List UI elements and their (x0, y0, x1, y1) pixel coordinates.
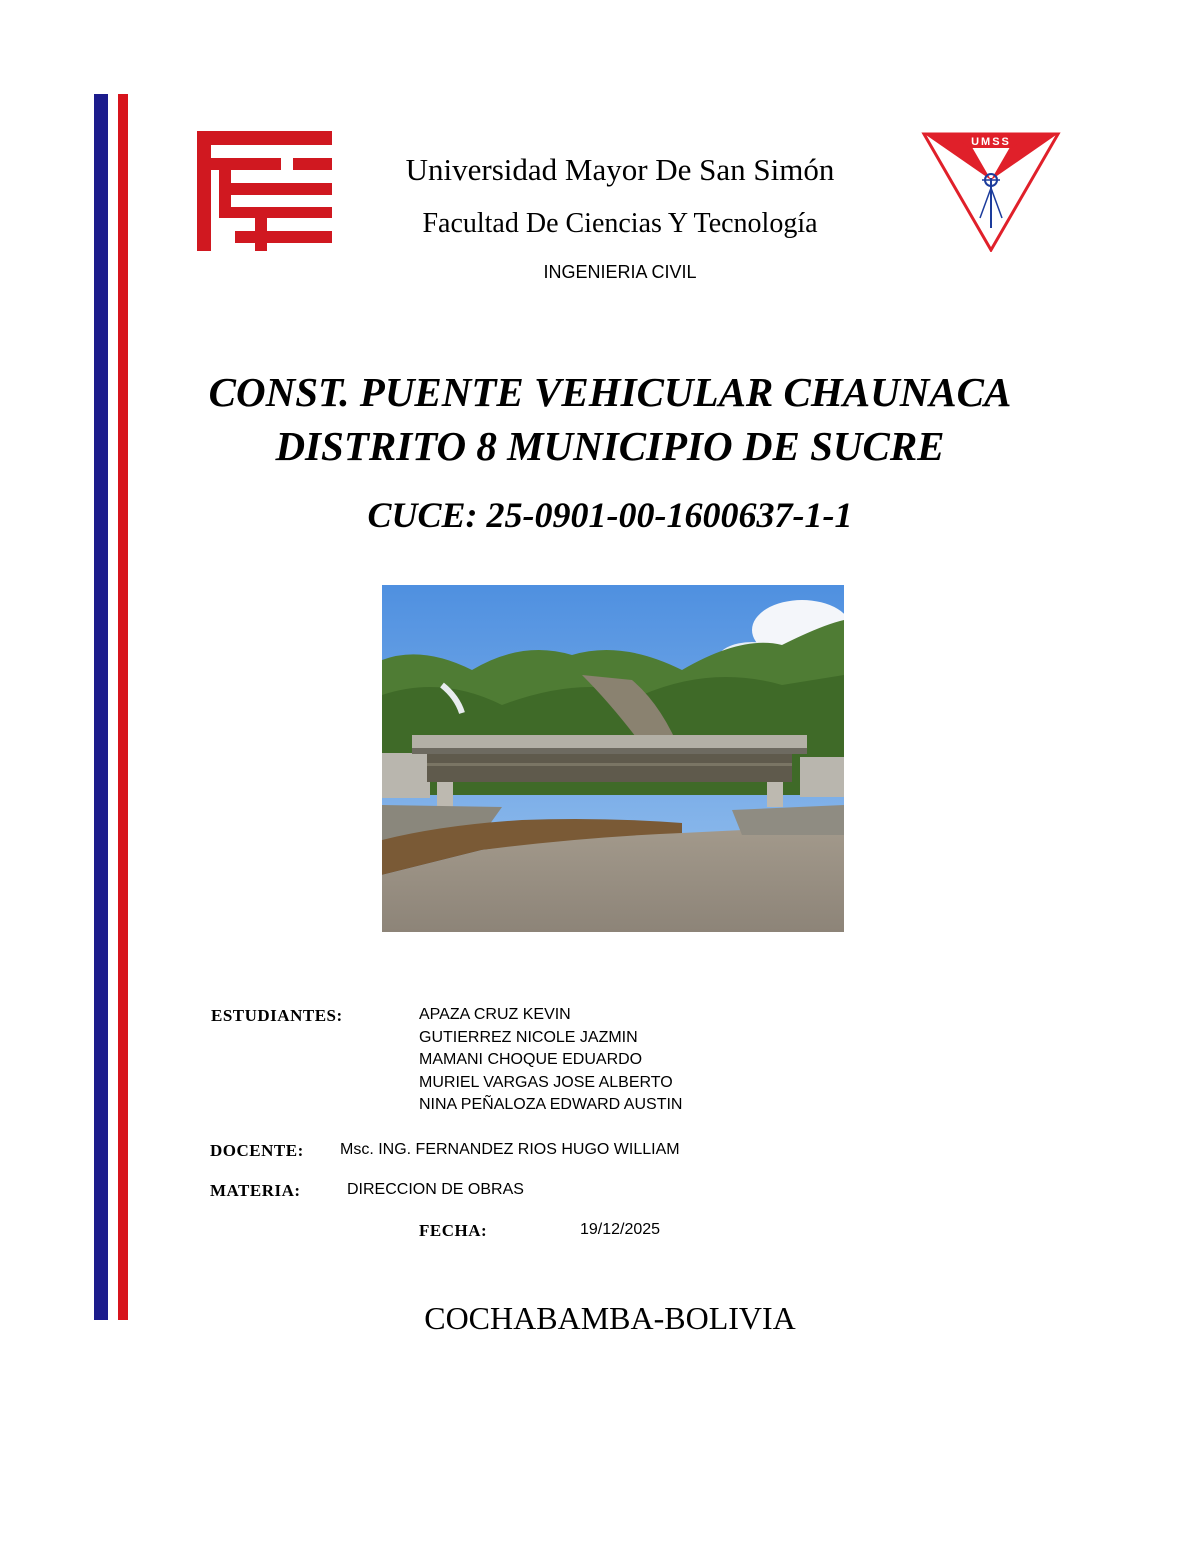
list-item: MURIEL VARGAS JOSE ALBERTO (419, 1073, 673, 1091)
cuce-code: CUCE: 25-0901-00-1600637-1-1 (367, 495, 853, 535)
career-name: INGENIERIA CIVIL (543, 262, 697, 282)
project-title-line-1: CONST. PUENTE VEHICULAR CHAUNACA (208, 369, 1012, 415)
list-item: APAZA CRUZ KEVIN (419, 1006, 571, 1023)
subject-name: DIRECCION DE OBRAS (347, 1181, 524, 1198)
date-value: 19/12/2025 (580, 1221, 661, 1238)
subject-label: MATERIA: (210, 1181, 301, 1200)
bridge-photo (382, 585, 844, 932)
left-red-stripe (118, 94, 128, 1320)
students-label: ESTUDIANTES: (211, 1006, 343, 1025)
university-name: Universidad Mayor De San Simón (405, 152, 835, 187)
faculty-name: Facultad De Ciencias Y Tecnología (422, 208, 818, 239)
students-list (419, 1004, 682, 1117)
left-blue-stripe (94, 94, 108, 1320)
city-footer: COCHABAMBA-BOLIVIA (424, 1300, 796, 1336)
list-item: MAMANI CHOQUE EDUARDO (419, 1051, 643, 1068)
fcyt-logo (197, 131, 332, 251)
list-item: NINA PEÑALOZA EDWARD AUSTIN (419, 1096, 683, 1113)
teacher-label: DOCENTE: (210, 1141, 304, 1160)
umss-logo (920, 128, 1062, 252)
date-label: FECHA: (419, 1221, 488, 1240)
svg-text:UMSS: UMSS (971, 136, 1011, 148)
list-item: GUTIERREZ NICOLE JAZMIN (419, 1028, 638, 1046)
teacher-name: Msc. ING. FERNANDEZ RIOS HUGO WILLIAM (340, 1141, 680, 1158)
project-title-line-2: DISTRITO 8 MUNICIPIO DE SUCRE (275, 423, 945, 469)
